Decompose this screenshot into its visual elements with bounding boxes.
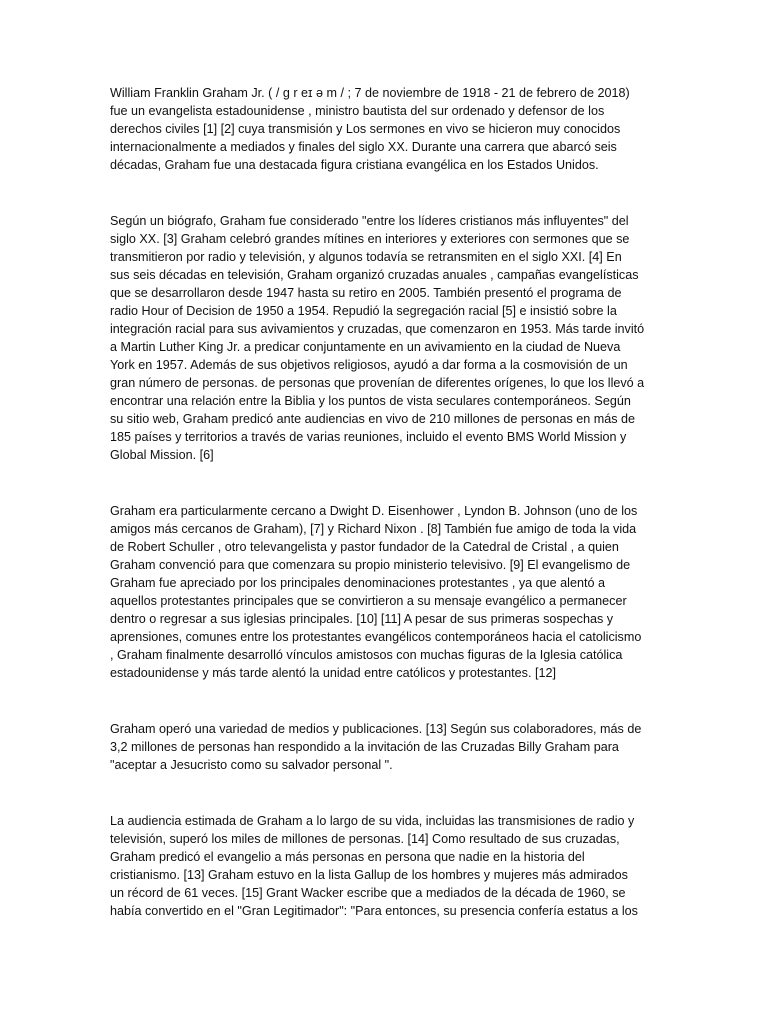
text-line: Graham fue apreciado por los principales denominaciones protestantes , ya que alentó a (110, 576, 605, 590)
paragraph-4 (110, 720, 658, 774)
text-line: un récord de 61 veces. [15] Grant Wacker escribe que a mediados de la década de 1960, se (110, 886, 626, 900)
text-line: internacionalmente a mediados y finales del siglo XX. Durante una carrera que abarcó seis (110, 140, 617, 154)
text-line: Graham convenció para que comenzara su propio ministerio televisivo. [9] El evangelismo de (110, 558, 631, 572)
text-line: de Robert Schuller , otro televangelista y pastor fundador de la Catedral de Cristal , a quien (110, 540, 619, 554)
text-line: radio Hour of Decision de 1950 a 1954. Repudió la segregación racial [5] e insistió sobre la (110, 304, 617, 318)
text-line: integración racial para sus avivamientos y cruzadas, que comenzaron en 1953. Más tarde invitó (110, 322, 645, 336)
text-line: aprensiones, comunes entre los protestantes evangélicos contemporáneos hacia el catolicismo (110, 630, 642, 644)
text-line: encontrar una relación entre la Biblia y los puntos de vista seculares contemporáneos. Según (110, 394, 631, 408)
text-line: Graham era particularmente cercano a Dwight D. Eisenhower , Lyndon B. Johnson (uno de los (110, 504, 638, 518)
text-line: 185 países y territorios a través de varias reuniones, incluido el evento BMS World Mission y (110, 430, 627, 444)
text-line: dentro o regresar a sus iglesias principales. [10] [11] A pesar de sus primeras sospechas y (110, 612, 614, 626)
text-line: gran número de personas. de personas que provenían de diferentes orígenes, lo que los llevó a (110, 376, 645, 390)
paragraph-3 (110, 502, 658, 682)
text-line: derechos civiles [1] [2] cuya transmisión y Los sermones en vivo se hicieron muy conocidos (110, 122, 621, 136)
text-line: Graham operó una variedad de medios y publicaciones. [13] Según sus colaboradores, más de (110, 722, 642, 736)
text-line: su sitio web, Graham predicó ante audiencias en vivo de 210 millones de personas en más de (110, 412, 636, 426)
text-line: , Graham finalmente desarrolló vínculos amistosos con muchas figuras de la Iglesia católica (110, 648, 623, 662)
text-line: décadas, Graham fue una destacada figura cristiana evangélica en los Estados Unidos. (110, 158, 599, 172)
text-line: siglo XX. [3] Graham celebró grandes mítines en interiores y exteriores con sermones que se (110, 232, 630, 246)
text-line: Graham predicó el evangelio a más personas en persona que nadie en la historia del (110, 850, 585, 864)
text-line: cristianismo. [13] Graham estuvo en la lista Gallup de los hombres y mujeres más admirados (110, 868, 628, 882)
text-line: sus seis décadas en televisión, Graham organizó cruzadas anuales , campañas evangelísticas (110, 268, 639, 282)
text-line: a Martin Luther King Jr. a predicar conjuntamente en un avivamiento en la ciudad de Nueva (110, 340, 621, 354)
text-line: Global Mission. [6] (110, 448, 214, 462)
text-line: que se desarrollaron desde 1947 hasta su retiro en 2005. También presentó el programa de (110, 286, 622, 300)
text-line: William Franklin Graham Jr. ( / g r eɪ ə m / ; 7 de noviembre de 1918 - 21 de febrero de 2018) (110, 86, 630, 100)
paragraph-2 (110, 212, 658, 464)
text-line: había convertido en el "Gran Legitimador": "Para entonces, su presencia confería estatus a los (110, 904, 638, 918)
text-line: estadounidense y más tarde alentó la unidad entre católicos y protestantes. [12] (110, 666, 556, 680)
text-line: televisión, superó los miles de millones de personas. [14] Como resultado de sus cruzadas, (110, 832, 620, 846)
text-line: La audiencia estimada de Graham a lo largo de su vida, incluidas las transmisiones de radio y (110, 814, 635, 828)
text-line: Según un biógrafo, Graham fue considerado "entre los líderes cristianos más influyentes" del (110, 214, 629, 228)
text-line: York en 1957. Además de sus objetivos religiosos, ayudó a dar forma a la cosmovisión de un (110, 358, 628, 372)
paragraph-5 (110, 812, 658, 920)
document-page (110, 84, 658, 920)
text-line: transmitieron por radio y televisión, y algunos todavía se retransmiten en el siglo XXI. [4] En (110, 250, 622, 264)
text-line: 3,2 millones de personas han respondido a la invitación de las Cruzadas Billy Graham para (110, 740, 619, 754)
text-line: aquellos protestantes principales que se convirtieron a su mensaje evangélico a permanecer (110, 594, 627, 608)
text-line: fue un evangelista estadounidense , ministro bautista del sur ordenado y defensor de los (110, 104, 605, 118)
paragraph-1 (110, 84, 658, 174)
text-line: "aceptar a Jesucristo como su salvador personal ". (110, 758, 393, 772)
text-line: amigos más cercanos de Graham), [7] y Richard Nixon . [8] También fue amigo de toda la vida (110, 522, 637, 536)
